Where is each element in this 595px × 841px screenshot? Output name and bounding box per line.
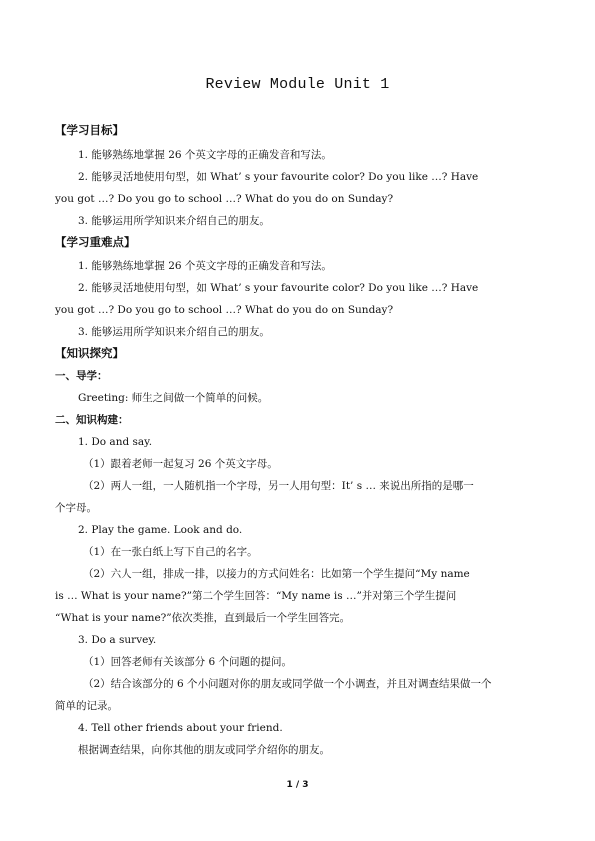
- step-3-item-1: （1）回答老师有关该部分 6 个问题的提问。: [83, 656, 293, 668]
- objective-3: 3. 能够运用所学知识来介绍自己的朋友。: [78, 215, 270, 227]
- step-3-item-2-line-1: （2）结合该部分的 6 个小问题对你的朋友或同学做一个小调查，并且对调查结果做一个: [83, 678, 492, 690]
- step-1-title: 1. Do and say.: [78, 436, 153, 448]
- page-number: 1 / 3: [286, 780, 309, 790]
- key-point-2-line-1: 2. 能够灵活地使用句型，如 What’ s your favourite color? Do you like …? Have: [78, 282, 479, 294]
- step-1-item-2-line-2: 个字母。: [55, 502, 97, 514]
- subheading-guide: 一、导学：: [55, 370, 108, 382]
- section-heading-exploration: 【知识探究】: [55, 346, 124, 360]
- key-point-2-line-2: you got …? Do you go to school …? What do you do on Sunday?: [55, 304, 394, 316]
- step-1-item-2-line-1: （2）两人一组，一人随机指一个字母，另一人用句型：It’ s … 来说出所指的是哪一: [83, 480, 474, 492]
- step-2-title: 2. Play the game. Look and do.: [78, 524, 243, 536]
- objective-1: 1. 能够熟练地掌握 26 个英文字母的正确发音和写法。: [78, 149, 332, 161]
- step-4-text: 根据调查结果，向你其他的朋友或同学介绍你的朋友。: [78, 744, 330, 756]
- step-3-title: 3. Do a survey.: [78, 634, 157, 646]
- step-2-item-1: （1）在一张白纸上写下自己的名字。: [83, 546, 258, 558]
- section-heading-objectives: 【学习目标】: [55, 123, 124, 137]
- step-1-item-1: （1）跟着老师一起复习 26 个英文字母。: [83, 458, 278, 470]
- step-2-item-2-line-1: （2）六人一组，排成一排，以接力的方式问姓名：比如第一个学生提问“My name: [83, 568, 470, 580]
- section-heading-key-points: 【学习重难点】: [55, 235, 136, 249]
- step-4-title: 4. Tell other friends about your friend.: [78, 722, 283, 734]
- step-2-item-2-line-2: is … What is your name?”第二个学生回答：“My name is …”并对第三个学生提问: [55, 590, 457, 602]
- step-3-item-2-line-2: 简单的记录。: [55, 700, 118, 712]
- objective-2-line-1: 2. 能够灵活地使用句型，如 What’ s your favourite color? Do you like …? Have: [78, 171, 479, 183]
- step-2-item-2-line-3: “What is your name?”依次类推，直到最后一个学生回答完。: [55, 612, 351, 624]
- greeting-text: Greeting: 师生之间做一个简单的问候。: [78, 392, 269, 404]
- objective-2-line-2: you got …? Do you go to school …? What do you do on Sunday?: [55, 193, 394, 205]
- subheading-build: 二、知识构建：: [55, 414, 129, 426]
- key-point-3: 3. 能够运用所学知识来介绍自己的朋友。: [78, 326, 270, 338]
- page-title: Review Module Unit 1: [205, 76, 390, 93]
- key-point-1: 1. 能够熟练地掌握 26 个英文字母的正确发音和写法。: [78, 260, 332, 272]
